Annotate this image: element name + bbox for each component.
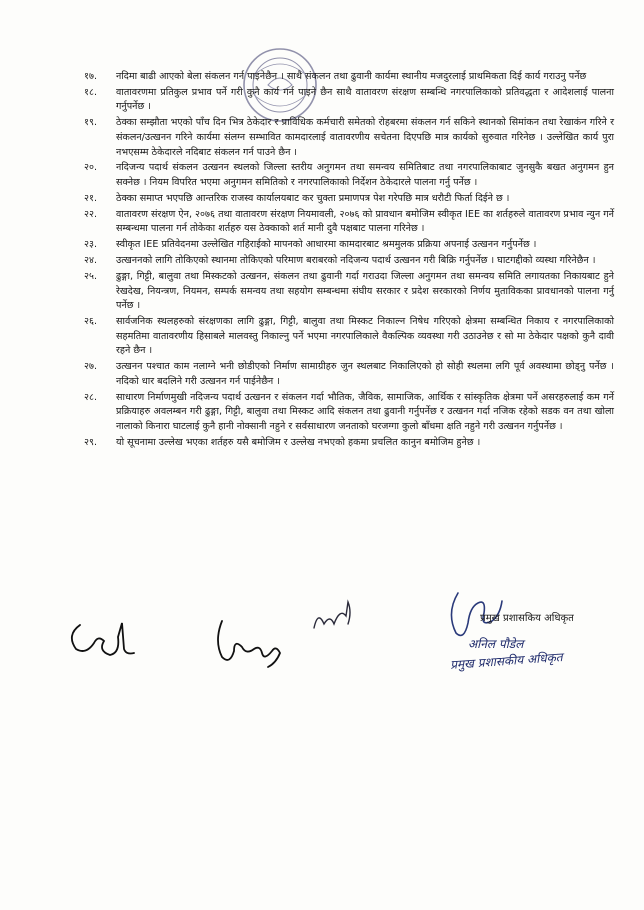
- clause-item: [84, 238, 614, 253]
- clause-item: [84, 70, 614, 85]
- clause-item: [84, 192, 614, 207]
- clause-text: नदिजन्य पदार्थ संकलन उत्खनन स्थलको जिल्ला स्तरीय अनुगमन तथा समन्वय समितिबाट तथा नगरपालिकाबाट जुनसुकै बखत अनुगमन हुन सक्नेछ । नियम विपरित भएमा अनुगमन समितिको र नगरपालिकाको निर्देशन ठेकेदारले पालना गर्नु पर्नेछ ।: [116, 162, 614, 189]
- officer-name-stamp: अनिल पौडेल: [468, 637, 524, 651]
- clause-text: नदिमा बाढी आएको बेला संकलन गर्न पाइनेछैन । साथै संकलन तथा ढुवानी कार्यमा स्थानीय मजदुरलाई प्राथमिकता दिई कार्य गराउनु पर्नेछ: [116, 71, 587, 82]
- clause-text: उत्खननको लागि तोकिएको स्थानमा तोकिएको परिमाण बराबरको नदिजन्य पदार्थ उत्खनन गरी बिक्रि गर्नुपर्नेछ । घाटगद्दीको व्यस्था गरिनेछैन ।: [116, 255, 596, 267]
- clause-number: १८.: [84, 86, 98, 98]
- clause-number: २५.: [84, 271, 98, 283]
- clause-text: ठेक्का सम्झौता भएको पाँच दिन भित्र ठेकेदार र प्राविधिक कर्मचारी समेतको रोहबरमा संकलन गर्न सकिने स्थानको सिमांकन तथा रेखाकंन गरिने र संकलन/उत्खनन गरिने कार्यमा संलग्न सम्भावित कामदारलाई वातावरणीय सचेतना दिएपछि मात्र कार्यको सुरुवात गरिनेछ । उल्लेखित कार्य पुरा नभएसम्म ठेकेदारले नदिबाट संकलन गर्न पाउने छैन ।: [116, 117, 614, 158]
- clause-number: २६.: [84, 316, 98, 328]
- clause-number: २३.: [84, 239, 98, 251]
- clause-item: [84, 208, 614, 237]
- clause-text: वातावरणमा प्रतिकुल प्रभाव पर्ने गरी कुनै कार्य गर्न पाइने छैन साथै वातावरण संरक्षण सम्बन्धि नगरपालिकाको प्रतिवद्धता र आदेशलाई पालना गर्नुपर्नेछ ।: [116, 86, 614, 113]
- clause-number: २८.: [84, 391, 98, 403]
- clause-number: २१.: [84, 192, 98, 204]
- clause-item: [84, 315, 614, 359]
- clause-item: [84, 86, 614, 115]
- clause-item: [84, 116, 614, 160]
- clause-text: वातावरण संरक्षण ऐन, २०७६ तथा वातावरण संरक्षण नियमावली, २०७६ को प्रावधान बमोजिम स्वीकृत IEE का शर्तहरुले वातावरण प्रभाव न्युन गर्ने सम्बन्धमा पालना गर्न तोकेका शर्तहरु यस ठेक्काको शर्त मानी दुवै पक्षबाट पालना गरिनेछ ।: [116, 208, 614, 235]
- signature-1: [66, 615, 136, 660]
- clause-text: यो सूचनामा उल्लेख भएका शर्तहरु यसै बमोजिम र उल्लेख नभएको हकमा प्रचलित कानुन बमोजिम हुनेछ ।: [116, 436, 481, 448]
- clause-number: २९.: [84, 436, 98, 448]
- clause-item: [84, 436, 614, 451]
- clause-number: २७.: [84, 361, 98, 373]
- clause-text: ढुङ्गा, गिट्टी, बालुवा तथा मिस्कटको उत्खनन, संकलन तथा ढुवानी गर्दा गराउदा जिल्ला अनुगमन तथा समन्वय समिति लगायतका निकायबाट हुने रेखदेख, नियन्त्रण, नियमन, सम्पर्क समन्वय तथा सहयोग सम्बन्धमा संघीय सरकार र प्रदेश सरकारको निर्णय मुताविकका प्रावधानको पालना गर्नु पर्नेछ ।: [116, 271, 614, 312]
- clause-text: उत्खनन पश्चात काम नलाग्ने भनी छोडीएको निर्माण सामाग्रीहरु जुन स्थलबाट निकालिएको हो सोही स्थलमा लगि पूर्व अवस्थामा छोड्नु पर्नेछ । नदिको धार बदलिने गरी उत्खनन गर्न पाईनेछैन ।: [116, 361, 614, 387]
- clause-text: स्वीकृत IEE प्रतिवेदनमा उल्लेखित गहिराईको मापनको आधारमा कामदारबाट श्रममुलक प्रक्रिया अपनाई उत्खनन गर्नुपर्नेछ ।: [116, 239, 537, 251]
- clause-item: [84, 254, 614, 269]
- clause-number: २०.: [84, 162, 98, 174]
- clause-item: [84, 360, 614, 389]
- officer-role-stamp: प्रमुख प्रशासकीय अधिकृत: [449, 650, 564, 672]
- clause-text: ठेक्का समाप्त भएपछि आन्तरिक राजस्व कार्यालयबाट कर चुक्ता प्रमाणपत्र पेश गरेपछि मात्र धरौटी फिर्ता दिईने छ ।: [116, 192, 510, 204]
- clause-number: १९.: [84, 117, 98, 129]
- clause-text: सार्वजनिक स्थलहरुको संरक्षणका लागि ढुङ्गा, गिट्टी, बालुवा तथा मिस्कट निकाल्न निषेध गरिएको क्षेत्रमा सम्बन्धित निकाय र नगरपालिकाको सहमतिमा वातावरणीय हिसाबले मालवस्तु निकाल्नु पर्ने भएमा नगरपालिकाले वैकल्पिक व्यवस्था गरी उठाउनेछ र सो मा ठेकेदार पक्षको कुनै दावी रहने छैन ।: [116, 316, 614, 357]
- clause-item: [84, 391, 614, 435]
- clause-number: २२.: [84, 208, 98, 220]
- signature-3: [308, 598, 358, 638]
- clause-item: [84, 161, 614, 190]
- clause-list: [84, 70, 614, 452]
- clause-number: २४.: [84, 255, 98, 267]
- clause-number: १७.: [84, 71, 98, 82]
- signature-2: [210, 615, 290, 670]
- clause-text: साधारण निर्माणमुखी नदिजन्य पदार्थ उत्खनन र संकलन गर्दा भौतिक, जैविक, सामाजिक, आर्थिक र सांस्कृतिक क्षेत्रमा पर्ने असरहरुलाई कम गर्ने प्रक्रियाहरु अवलम्बन गरी ढुङ्गा, गिट्टी, बालुवा तथा मिस्कट आदि संकलन तथा ढुवानी गर्नुपर्नेछ र उत्खनन गर्दा नजिक रहेको सडक वन तथा खोला नालाको किनारा घाटलाई कुनै हानी नोक्सानी नहुने र सर्वसाधारण जनताको घरजग्गा कुलो बाँधमा क्षति नहुने गरी उत्खनन गर्नुपर्नेछ ।: [116, 391, 614, 432]
- officer-title: प्रमुख प्रशासकिय अधिकृत: [480, 613, 574, 624]
- clause-item: [84, 270, 614, 314]
